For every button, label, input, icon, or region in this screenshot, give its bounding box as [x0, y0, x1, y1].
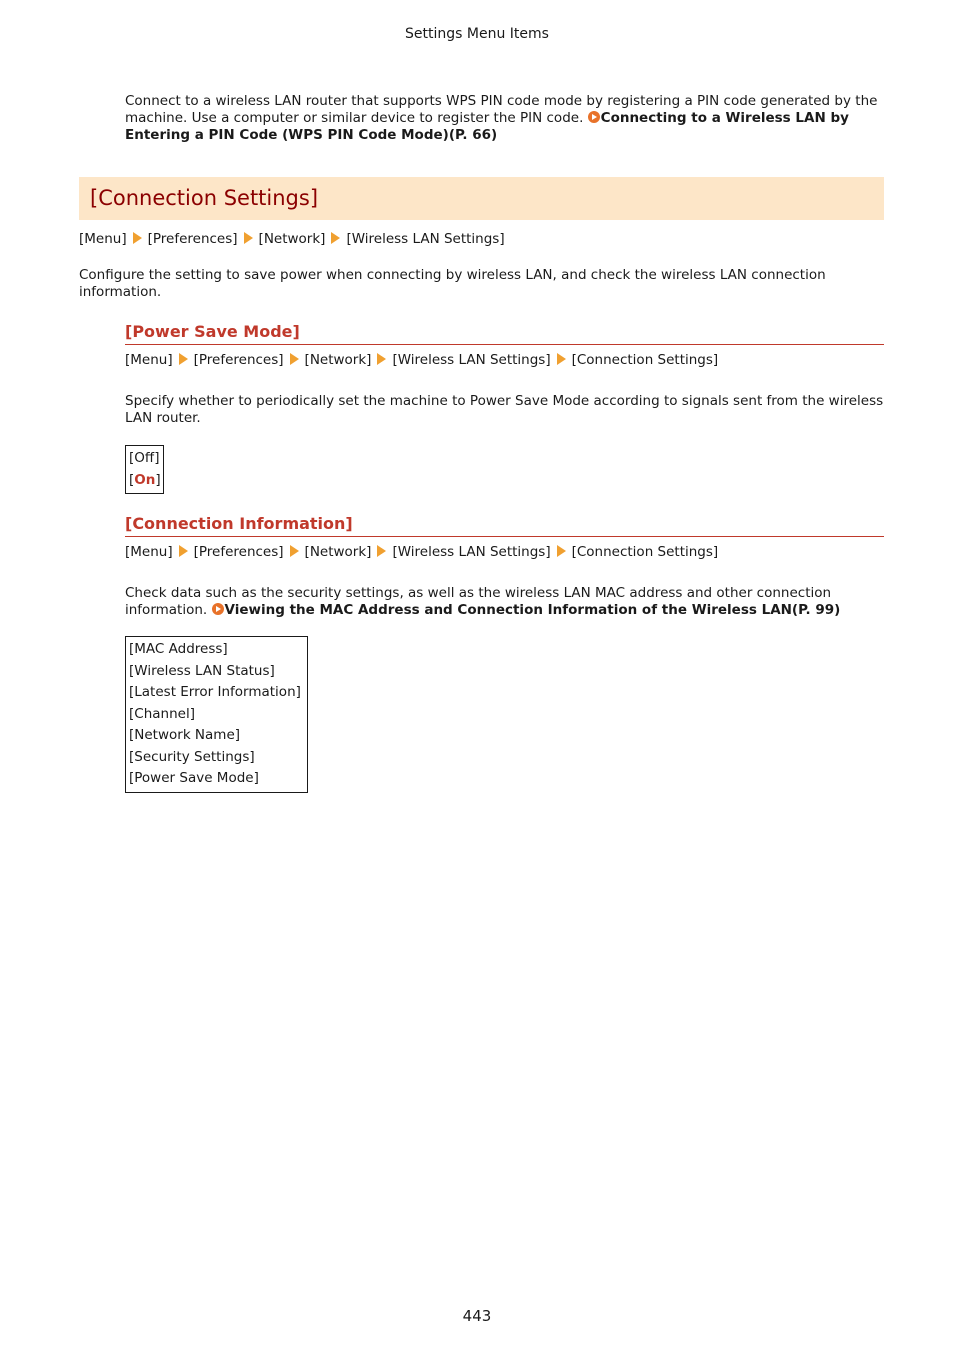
- connection-info-description: [125, 585, 885, 619]
- breadcrumb-item: [Connection Settings]: [571, 352, 719, 368]
- option-on: [On]: [129, 471, 161, 488]
- breadcrumb-item: [Network]: [304, 352, 372, 368]
- power-save-options: [125, 445, 164, 494]
- breadcrumb-item: [Wireless LAN Settings]: [392, 352, 551, 368]
- breadcrumb-item: [Menu]: [125, 352, 173, 368]
- section-header-band: [79, 177, 884, 220]
- arrow-right-icon: [290, 545, 299, 557]
- breadcrumb-item: [Network]: [304, 544, 372, 560]
- section-title: [Connection Settings]: [90, 186, 319, 210]
- breadcrumb-item: [Wireless LAN Settings]: [346, 231, 505, 247]
- connection-info-heading: [125, 515, 884, 537]
- breadcrumb-item: [Menu]: [125, 544, 173, 560]
- running-header: Settings Menu Items: [405, 26, 549, 42]
- power-save-heading: [125, 323, 884, 345]
- option-item: [Channel]: [129, 705, 195, 722]
- breadcrumb-item: [Menu]: [79, 231, 127, 247]
- breadcrumb-item: [Preferences]: [193, 544, 284, 560]
- connection-info-link[interactable]: Viewing the MAC Address and Connection Information of the Wireless LAN(P. 99): [224, 602, 841, 618]
- option-off: [Off]: [129, 450, 160, 466]
- option-item: [Power Save Mode]: [129, 770, 259, 786]
- power-save-description: Specify whether to periodically set the machine to Power Save Mode according to signals sent from the wireless LAN router.: [125, 393, 884, 426]
- breadcrumb: [125, 544, 718, 561]
- arrow-right-icon: [179, 353, 188, 365]
- arrow-right-icon: [290, 353, 299, 365]
- breadcrumb-item: [Preferences]: [193, 352, 284, 368]
- breadcrumb-item: [Preferences]: [147, 231, 238, 247]
- arrow-right-icon: [244, 232, 253, 244]
- section-description: Configure the setting to save power when connecting by wireless LAN, and check the wireless LAN connection information.: [79, 267, 826, 300]
- arrow-right-icon: [179, 545, 188, 557]
- option-item: [Wireless LAN Status]: [129, 662, 275, 679]
- arrow-circle-icon: [212, 603, 224, 615]
- page-number: 443: [462, 1307, 492, 1325]
- connection-info-options: [125, 636, 308, 793]
- intro-text: Connect to a wireless LAN router that supports WPS PIN code mode by registering a PIN code generated by the machine. Use a computer or similar device to register the PIN code.: [125, 93, 878, 126]
- arrow-right-icon: [331, 232, 340, 244]
- connection-info-title: [Connection Information]: [125, 514, 353, 533]
- breadcrumb-item: [Connection Settings]: [571, 544, 719, 560]
- arrow-right-icon: [133, 232, 142, 244]
- arrow-right-icon: [377, 353, 386, 365]
- intro-link[interactable]: Connecting to a Wireless LAN by Entering a PIN Code (WPS PIN Code Mode)(P. 66): [125, 110, 849, 143]
- breadcrumb: [125, 352, 718, 369]
- arrow-circle-icon: [588, 111, 600, 123]
- arrow-right-icon: [377, 545, 386, 557]
- option-item: [Security Settings]: [129, 748, 255, 765]
- connection-info-text: Check data such as the security settings, as well as the wireless LAN MAC address and other connection information.: [125, 585, 832, 618]
- breadcrumb-item: [Wireless LAN Settings]: [392, 544, 551, 560]
- option-item: [Latest Error Information]: [129, 684, 301, 700]
- arrow-right-icon: [557, 353, 566, 365]
- power-save-title: [Power Save Mode]: [125, 322, 300, 341]
- option-item: [Network Name]: [129, 727, 241, 743]
- breadcrumb: [79, 231, 505, 248]
- option-item: [MAC Address]: [129, 641, 228, 657]
- intro-paragraph: [125, 93, 885, 144]
- arrow-right-icon: [557, 545, 566, 557]
- breadcrumb-item: [Network]: [258, 231, 326, 247]
- default-option: On: [134, 471, 156, 488]
